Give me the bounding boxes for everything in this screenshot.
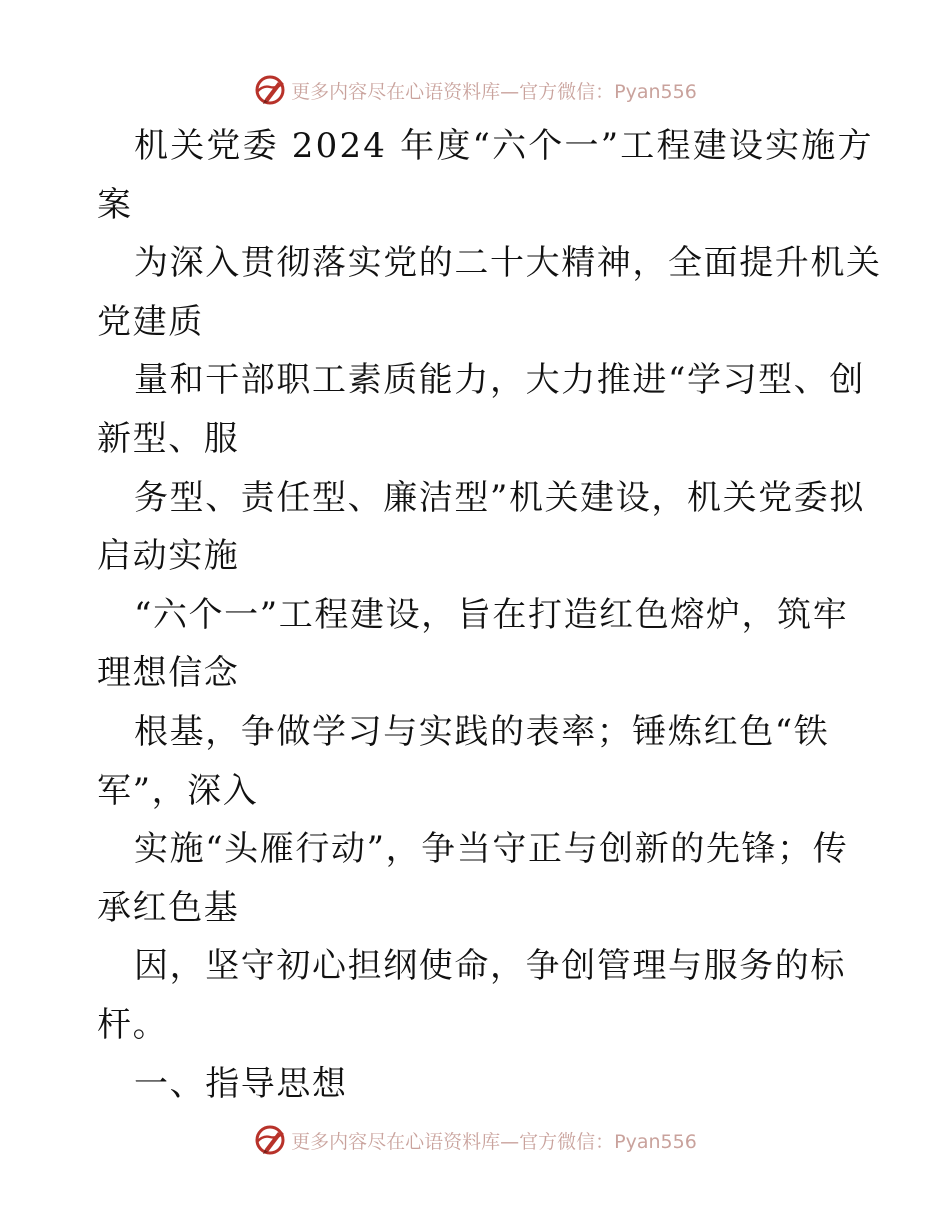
paragraph-line: 因，坚守初心担纲使命，争创管理与服务的标	[134, 946, 846, 987]
paragraph-line: 启动实施	[97, 536, 240, 577]
document-body	[97, 117, 882, 1113]
paragraph-line: 承红色基	[97, 887, 240, 928]
pen-logo-icon	[253, 73, 287, 107]
paragraph-line: 理想信念	[97, 653, 240, 694]
paragraph-line: “六个一”工程建设，旨在打造红色熔炉，筑牢	[134, 594, 849, 635]
header-watermark-text: 更多内容尽在心语资料库—官方微信：Pyan556	[291, 80, 697, 103]
paragraph-line: 为深入贯彻落实党的二十大精神，全面提升机关	[134, 243, 882, 284]
paragraph-line: 杆。	[97, 1004, 169, 1045]
document-title-line: 机关党委 2024 年度“六个一”工程建设实施方	[134, 126, 874, 166]
paragraph-line: 一、指导思想	[134, 1063, 348, 1104]
paragraph-line: 量和干部职工素质能力，大力推进“学习型、创	[134, 360, 865, 401]
paragraph-line: 党建质	[97, 301, 204, 342]
paragraph-line: 务型、责任型、廉洁型”机关建设，机关党委拟	[134, 477, 865, 518]
paragraph-line: 实施“头雁行动”，争当守正与创新的先锋；传	[134, 829, 849, 870]
footer-watermark	[0, 1122, 950, 1158]
pen-logo-icon	[253, 1123, 287, 1157]
footer-watermark-text: 更多内容尽在心语资料库—官方微信：Pyan556	[291, 1130, 697, 1153]
paragraph-line: 根基，争做学习与实践的表率；锤炼红色“铁	[134, 711, 830, 752]
paragraph-line: 新型、服	[97, 418, 240, 459]
paragraph-line: 案	[97, 184, 133, 225]
header-watermark	[0, 72, 950, 108]
paragraph-line: 军”，深入	[97, 770, 259, 811]
